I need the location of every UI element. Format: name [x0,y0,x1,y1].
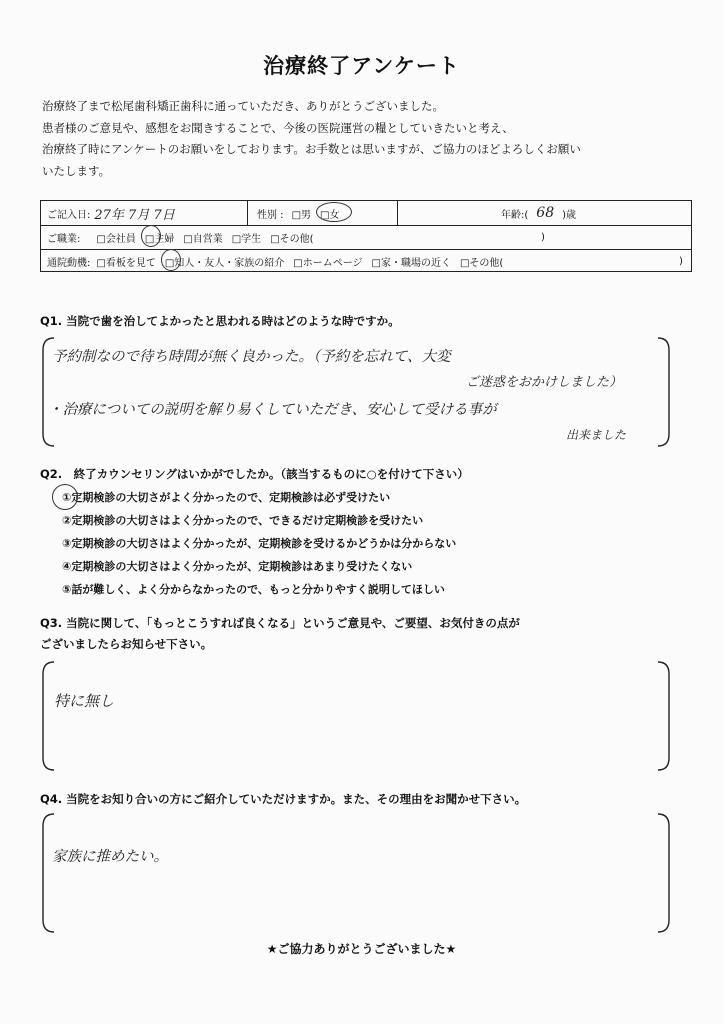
age-cell [501,201,576,225]
motive-option-signboard[interactable]: □看板を見て [96,257,156,269]
info-row-occupation [41,225,691,250]
q3-answer-bracket [40,660,672,772]
info-row-date [41,201,691,226]
info-row-motive [41,249,691,273]
q3-question-line: Q3. 当院に関して、「もっとこうすれば良くなる」というご意見や、ご要望、お気付きの点が [40,616,520,630]
closing-thanks: ★ご協力ありがとうございました★ [266,942,457,956]
occupation-cell [47,225,314,249]
age-value[interactable]: 68 [536,205,555,221]
date-cell [47,201,175,225]
gender-label: 性別 : [257,209,284,221]
motive-label: 通院動機: [47,257,91,269]
page-title: 治療終了アンケート [263,54,460,78]
q2-option-5[interactable]: ⑤話が難しく、よく分からなかったので、もっと分かりやすく説明してほしい [62,583,445,596]
selection-circle [52,484,78,510]
q2-option-1[interactable]: ①定期検診の大切さがよく分かったので、定期検診は必ず受けたい [62,491,391,504]
gender-option-female-label: □女 [320,209,340,221]
gender-option-female[interactable] [320,206,339,221]
occupation-option-employee[interactable]: □会社員 [96,233,136,245]
intro-line: 治療終了時にアンケートのお願いをしております。お手数とは思いますが、ご協力のほどよろしくお願い [42,142,581,156]
gender-cell [257,201,348,225]
info-table [40,200,692,272]
date-label: ご記入日: [47,209,91,221]
occupation-close: ) [541,231,545,243]
motive-option-homepage[interactable]: □ホームページ [293,257,363,269]
q1-answer-line[interactable]: ご迷惑をおかけしました） [466,375,623,390]
divider [397,201,398,225]
q1-answer-line[interactable]: 予約制なので待ち時間が無く良かった。（予約を忘れて、大変 [52,349,451,365]
q1-answer-line[interactable]: 出来ました [566,428,627,442]
intro-line: いたします。 [42,163,111,178]
q2-option-4[interactable]: ④定期検診の大切さはよく分かったが、定期検診はあまり受けたくない [62,560,413,573]
intro-text [42,96,692,182]
occupation-option-housewife-label: □主婦 [144,233,175,245]
q1-answer-line[interactable]: ・治療についての説明を解り易くしていただき、安心して受ける事が [48,402,497,418]
q3-question-line: ございましたらお知らせ下さい。 [40,637,213,651]
q2-option-3[interactable]: ③定期検診の大切さはよく分かったが、定期検診を受けるかどうかは分からない [62,537,457,550]
q3-answer[interactable]: 特に無し [54,692,115,710]
motive-option-nearby[interactable]: □家・職場の近く [371,257,451,269]
q2-option-2[interactable]: ②定期検診の大切さはよく分かったので、できるだけ定期検診を受けたい [62,514,424,527]
q4-question: Q4. 当院をお知り合いの方にご紹介していただけますか。また、その理由をお聞かせ下さい。 [40,792,527,806]
intro-line: 治療終了まで松尾歯科矯正歯科に通っていただき、ありがとうございました。 [42,99,445,113]
age-suffix: )歳 [562,209,577,221]
motive-option-referral[interactable] [165,254,284,269]
q1-question: Q1. 当院で歯を治してよかったと思われる時はどのような時ですか。 [40,314,400,328]
q2-question: Q2. 終了カウンセリングはいかがでしたか。（該当するものに○を付けて下さい） [40,467,469,481]
selection-circle [161,249,181,271]
occupation-option-selfemployed[interactable]: □自営業 [183,233,223,245]
date-value[interactable]: 27年 7月 7日 [94,207,175,223]
motive-option-referral-label: □知人・友人・家族の紹介 [164,257,285,269]
occupation-option-student[interactable]: □学生 [231,233,262,245]
intro-line: 患者様のご意見や、感想をお聞きすることで、今後の医院運営の糧としていきたいと考え、 [42,120,514,135]
occupation-label: ご職業: [47,233,81,245]
age-label: 年齢:( [501,209,529,221]
occupation-option-housewife[interactable] [145,230,174,245]
motive-option-other[interactable]: □その他( [459,257,504,269]
q4-answer[interactable]: 家族に推めたい。 [52,849,168,865]
selection-circle [141,225,161,247]
motive-cell [47,249,503,273]
motive-close: ) [679,255,683,267]
occupation-option-other[interactable]: □その他( [270,233,314,245]
q4-answer-bracket [40,812,672,934]
divider [247,201,248,225]
gender-option-male[interactable]: □男 [291,209,312,221]
selection-circle [316,202,352,222]
